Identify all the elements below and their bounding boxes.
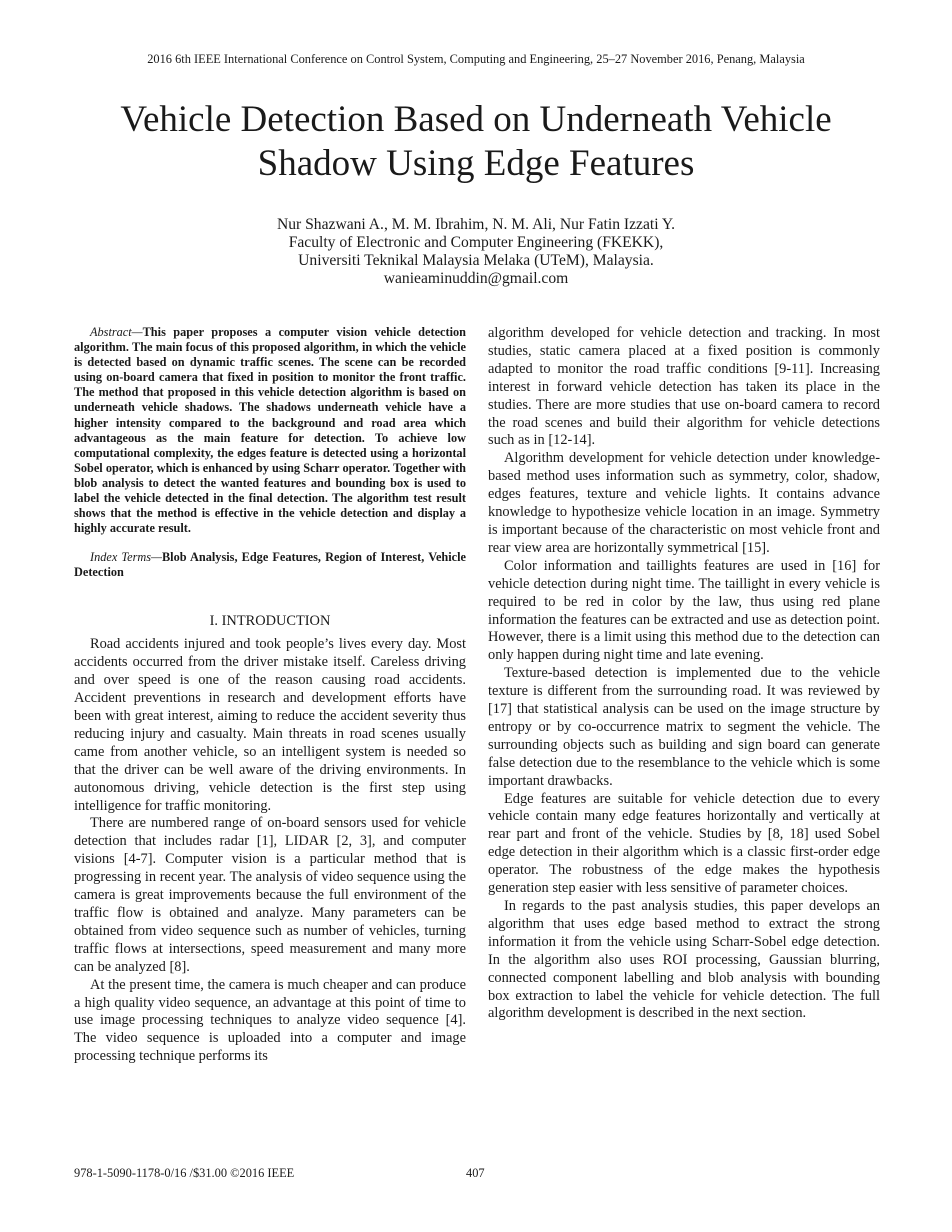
conference-header: 2016 6th IEEE International Conference on Control System, Computing and Engineering, 25–27 November 2016, Penang, Malaysia xyxy=(147,52,805,66)
paragraph: At the present time, the camera is much cheaper and can produce a high quality video sequence, an advantage at this point of time to use image processing techniques to analyze video sequence [4]. The video sequence is uploaded into a computer and image processing technique performs its xyxy=(74,976,466,1065)
page-number: 407 xyxy=(466,1166,485,1180)
abstract xyxy=(74,325,466,536)
section-heading-introduction: I. INTRODUCTION xyxy=(209,612,331,629)
author-email: wanieaminuddin@gmail.com xyxy=(383,270,569,287)
index-terms-dash: — xyxy=(151,550,162,565)
paper-title xyxy=(60,98,892,186)
title-line-2: Shadow Using Edge Features xyxy=(257,143,695,184)
paragraph: Texture-based detection is implemented due to the vehicle texture is different from the surrounding road. It was reviewed by [17] that statistical analysis can be used on the image structure by entropy or by co-occurrence matrix to segment the vehicle. The surrounding objects such as building and sign board can generate false detection due to the resemblance to the vehicle which is some important drawbacks. xyxy=(488,665,880,789)
affiliation-line-1: Faculty of Electronic and Computer Engineering (FKEKK), xyxy=(288,234,664,251)
footer-isbn: 978-1-5090-1178-0/16 /$31.00 ©2016 IEEE xyxy=(74,1166,295,1180)
affiliation-line-2: Universiti Teknikal Malaysia Melaka (UTeM), Malaysia. xyxy=(298,252,654,269)
paragraph: There are numbered range of on-board sensors used for vehicle detection that includes radar [1], LIDAR [2, 3], and computer visions [4-7]. Computer vision is a particular method that is progressing in recent year. The analysis of video sequence using the camera is great improvements because the full environment of the traffic flow is obtained and analyze. Many parameters can be obtained from video sequence such as number of vehicles, turning traffic flows at intersections, speed measurement and many more can be analyzed [8]. xyxy=(74,815,466,975)
left-column xyxy=(74,325,466,1066)
paragraph: Edge features are suitable for vehicle detection due to every vehicle contain many edge features horizontally and vertically at rear part and front of the vehicle. Studies by [8, 18] used Sobel edge detection in their algorithm which is a classic first-order edge operator. The robustness of the edge makes the hypothesis generation step easier with less sensitive of parameter choices. xyxy=(488,790,880,897)
abstract-dash: — xyxy=(131,325,143,339)
abstract-label: Abstract xyxy=(90,325,132,339)
right-column xyxy=(488,325,880,1023)
index-terms xyxy=(74,550,466,580)
title-line-1: Vehicle Detection Based on Underneath Vehicle xyxy=(120,99,832,140)
paragraph: Color information and taillights features are used in [16] for vehicle detection during night time. The taillight in every vehicle is required to be red in color by the law, thus using red plane information the features can be extracted and use as detection point. However, there is a limit using this method due to the detection can only happen during night time and late evening. xyxy=(488,557,880,664)
index-terms-text: Blob Analysis, Edge Features, Region of Interest, Vehicle Detection xyxy=(74,550,466,580)
paragraph: Road accidents injured and took people’s lives every day. Most accidents occurred from the driver mistake itself. Careless driving and over speed is one of the reason causing road accidents. Accident preventions in research and development efforts have been with great interest, aiming to reduce the accident severity thus reducing injury and casualty. Main threats in road scenes usually came from another vehicle, so an intelligent system is needed so that the driver can be well aware of the driving environments. In autonomous driving, vehicle detection is the first step using intelligence for traffic monitoring. xyxy=(74,636,466,814)
author-names: Nur Shazwani A., M. M. Ibrahim, N. M. Ali, Nur Fatin Izzati Y. xyxy=(276,216,676,233)
paragraph: In regards to the past analysis studies, this paper develops an algorithm that uses edge based method to extract the strong information it from the vehicle using Scharr-Sobel edge detection. In the algorithm also uses ROI processing, Gaussian blurring, connected component labelling and blob analysis with bounding box extraction to label the vehicle for vehicle detection. The full algorithm development is described in the next section. xyxy=(488,898,880,1022)
paragraph: Algorithm development for vehicle detection under knowledge-based method uses information such as symmetry, color, shadow, edges features, texture and vehicle lights. It contains advance knowledge to hypothesize vehicle location in an image. Symmetry is important because of the characteristic on most vehicle front and rear view area are horizontally symmetrical [15]. xyxy=(488,450,880,556)
index-terms-label: Index Terms xyxy=(90,550,152,565)
abstract-text: This paper proposes a computer vision vehicle detection algorithm. The main focus of this proposed algorithm, in which the vehicle is detected based on dynamic traffic scenes. The scene can be recorded using on-board camera that fixed in position to monitor the front traffic. The method that proposed in this vehicle detection algorithm is based on underneath vehicle shadows. The shadows underneath vehicle have a higher intensity compared to the background and road area which advantageous as the main feature for detection. To achieve low computational complexity, the edges feature is detected using a horizontal Sobel operator, which is enhanced by using Scharr operator. Together with blob analysis to detect the wanted features and bounding box is used to label the vehicle detected in the final detection. The algorithm test result shows that the method is effective in the vehicle detection and display a highly accurate result. xyxy=(74,325,466,536)
paragraph: algorithm developed for vehicle detection and tracking. In most studies, static camera placed at a fixed position is commonly adapted to monitor the road traffic conditions [9-11]. Increasing interest in forward vehicle detection has taken its place in the studies. There are more studies that use on-board camera to record the road scenes and build their algorithm for vehicle detections such as in [12-14]. xyxy=(488,325,880,449)
author-block xyxy=(150,216,802,288)
